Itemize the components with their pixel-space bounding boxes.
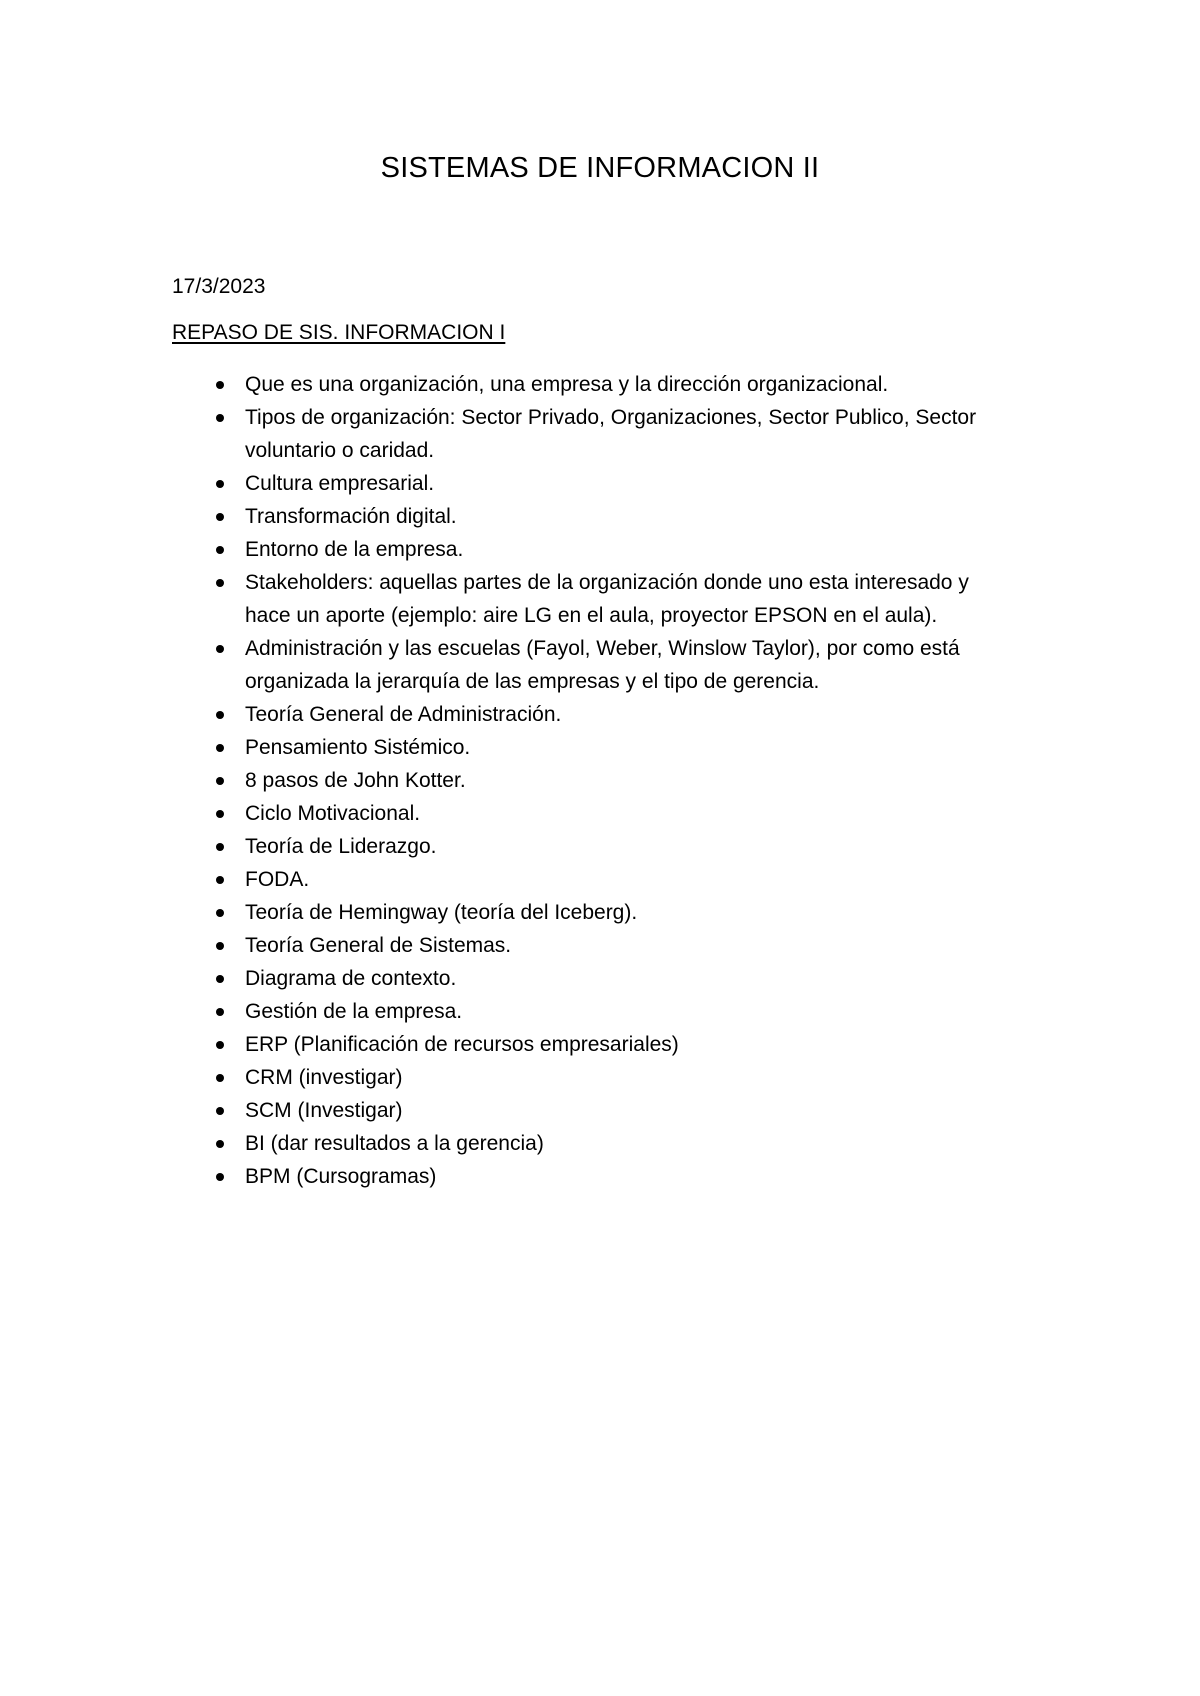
topic-item xyxy=(172,1094,1012,1127)
topic-text: Teoría General de Sistemas. xyxy=(245,934,512,957)
topic-item xyxy=(172,533,1012,566)
topic-text: Administración y las escuelas (Fayol, Weber, Winslow Taylor), por como está organizada la jerarquía de las empresas y el tipo de gerencia. xyxy=(245,637,960,693)
topic-text: SCM (Investigar) xyxy=(245,1099,403,1122)
bullet-icon xyxy=(216,414,224,422)
bullet-icon xyxy=(216,546,224,554)
topic-item xyxy=(172,632,1012,698)
topic-item xyxy=(172,863,1012,896)
bullet-icon xyxy=(216,1173,224,1181)
bullet-icon xyxy=(216,513,224,521)
bullet-icon xyxy=(216,1107,224,1115)
topic-text: Diagrama de contexto. xyxy=(245,967,457,990)
bullet-icon xyxy=(216,480,224,488)
bullet-icon xyxy=(216,876,224,884)
topic-item xyxy=(172,368,1012,401)
topic-text: Tipos de organización: Sector Privado, Organizaciones, Sector Publico, Sector voluntario o caridad. xyxy=(245,406,977,462)
topic-item xyxy=(172,962,1012,995)
topic-text: FODA. xyxy=(245,868,310,891)
section-heading: REPASO DE SIS. INFORMACION I xyxy=(172,321,506,344)
bullet-icon xyxy=(216,1140,224,1148)
bullet-icon xyxy=(216,1041,224,1049)
bullet-icon xyxy=(216,711,224,719)
topic-text: BPM (Cursogramas) xyxy=(245,1165,437,1188)
topic-text: Teoría General de Administración. xyxy=(245,703,562,726)
topic-item xyxy=(172,500,1012,533)
topic-text: Stakeholders: aquellas partes de la organización donde uno esta interesado y hace un aporte (ejemplo: aire LG en el aula, proyector EPSON en el aula). xyxy=(245,571,969,627)
bullet-icon xyxy=(216,1008,224,1016)
topic-text: BI (dar resultados a la gerencia) xyxy=(245,1132,544,1155)
topic-item xyxy=(172,698,1012,731)
bullet-icon xyxy=(216,942,224,950)
topic-item xyxy=(172,830,1012,863)
topic-text: Cultura empresarial. xyxy=(245,472,435,495)
topic-text: Ciclo Motivacional. xyxy=(245,802,421,825)
topic-item xyxy=(172,467,1012,500)
topic-item xyxy=(172,1061,1012,1094)
document-title: SISTEMAS DE INFORMACION II xyxy=(380,152,820,184)
topic-item xyxy=(172,1160,1012,1193)
topic-item xyxy=(172,764,1012,797)
topic-item xyxy=(172,1127,1012,1160)
topic-item xyxy=(172,731,1012,764)
topic-text: 8 pasos de John Kotter. xyxy=(245,769,466,792)
topic-text: Pensamiento Sistémico. xyxy=(245,736,471,759)
topic-text: Que es una organización, una empresa y la dirección organizacional. xyxy=(245,373,889,396)
topic-text: CRM (investigar) xyxy=(245,1066,403,1089)
topic-text: ERP (Planificación de recursos empresariales) xyxy=(245,1033,679,1056)
topic-text: Teoría de Hemingway (teoría del Iceberg). xyxy=(245,901,638,924)
topic-item xyxy=(172,797,1012,830)
topic-item xyxy=(172,401,1012,467)
bullet-icon xyxy=(216,975,224,983)
topic-text: Transformación digital. xyxy=(245,505,457,528)
topic-list xyxy=(172,368,1012,1193)
bullet-icon xyxy=(216,579,224,587)
topic-item xyxy=(172,1028,1012,1061)
topic-item xyxy=(172,896,1012,929)
topic-item xyxy=(172,929,1012,962)
topic-item xyxy=(172,995,1012,1028)
bullet-icon xyxy=(216,1074,224,1082)
topic-text: Gestión de la empresa. xyxy=(245,1000,463,1023)
bullet-icon xyxy=(216,381,224,389)
topic-text: Entorno de la empresa. xyxy=(245,538,464,561)
topic-text: Teoría de Liderazgo. xyxy=(245,835,437,858)
topic-item xyxy=(172,566,1012,632)
bullet-icon xyxy=(216,645,224,653)
document-date: 17/3/2023 xyxy=(172,275,266,298)
bullet-icon xyxy=(216,909,224,917)
bullet-icon xyxy=(216,744,224,752)
bullet-icon xyxy=(216,810,224,818)
bullet-icon xyxy=(216,843,224,851)
bullet-icon xyxy=(216,777,224,785)
